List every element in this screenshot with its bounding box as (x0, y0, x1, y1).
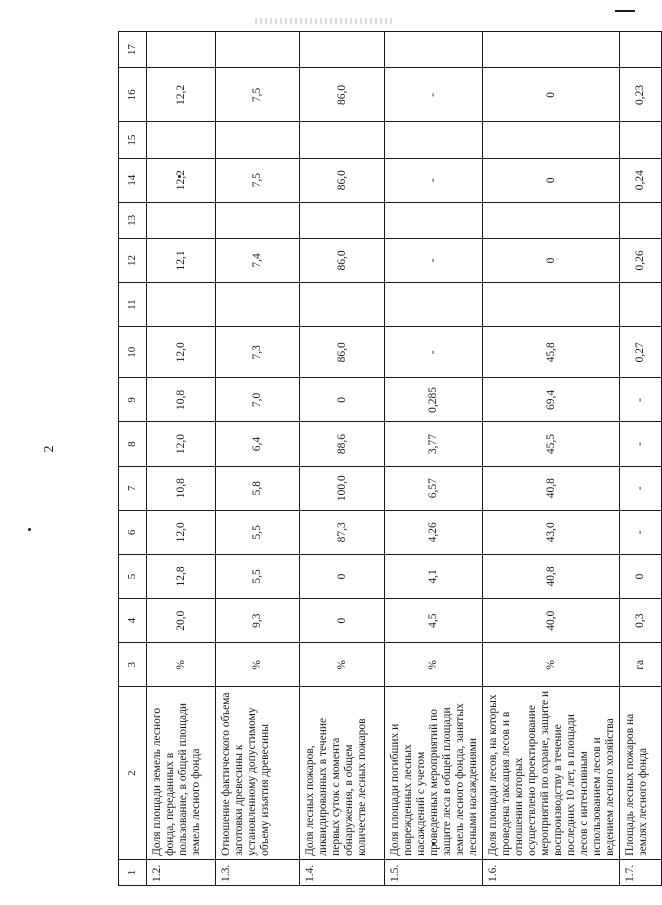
value-cell (300, 32, 385, 68)
table-row (216, 32, 300, 886)
value-cell: 86,0 (300, 238, 385, 282)
value-cell: 69,4 (483, 378, 620, 422)
value-cell: - (385, 68, 483, 122)
table-row (620, 32, 662, 886)
value-cell (385, 32, 483, 68)
value-cell (147, 283, 216, 327)
value-cell: 7,0 (216, 378, 300, 422)
value-cell (147, 122, 216, 158)
indicators-table (118, 31, 662, 886)
value-cell: 20,0 (147, 599, 216, 643)
value-cell: - (385, 327, 483, 378)
value-cell: 0 (620, 554, 662, 598)
value-cell (300, 283, 385, 327)
column-number-cell: 6 (119, 510, 147, 554)
value-cell (620, 122, 662, 158)
value-cell: 5,5 (216, 510, 300, 554)
value-cell (483, 122, 620, 158)
column-number-cell: 7 (119, 466, 147, 510)
value-cell: 4,26 (385, 510, 483, 554)
column-number-row (119, 32, 147, 886)
column-number-cell: 9 (119, 378, 147, 422)
column-number-cell: 1 (119, 859, 147, 885)
column-number-cell: 8 (119, 422, 147, 466)
value-cell: 0 (300, 378, 385, 422)
value-cell: 86,0 (300, 327, 385, 378)
column-number-cell: 5 (119, 554, 147, 598)
value-cell: 40,8 (483, 466, 620, 510)
column-number-cell: 14 (119, 158, 147, 202)
value-cell: 0 (300, 554, 385, 598)
column-number-cell: 12 (119, 238, 147, 282)
value-cell (620, 283, 662, 327)
value-cell: 0,26 (620, 238, 662, 282)
indicator-name-cell: Доля площади погибших и поврежденных лесных насаждений с учетом проведенных мероприятий по защите леса в общей площади земель лесного фонда, занятых лесными насаждениями (385, 687, 483, 860)
value-cell: - (620, 466, 662, 510)
value-cell: 0 (483, 68, 620, 122)
value-cell: 0,24 (620, 158, 662, 202)
row-index-cell: 1.3. (216, 859, 300, 885)
value-cell: 12,0 (147, 422, 216, 466)
value-cell (147, 32, 216, 68)
value-cell: 10,8 (147, 466, 216, 510)
value-cell: 87,3 (300, 510, 385, 554)
value-cell: - (620, 510, 662, 554)
value-cell: 45,8 (483, 327, 620, 378)
value-cell (216, 202, 300, 238)
value-cell (620, 32, 662, 68)
value-cell (483, 202, 620, 238)
row-index-cell: 1.4. (300, 859, 385, 885)
value-cell (620, 202, 662, 238)
value-cell: 12,0 (147, 510, 216, 554)
unit-cell: га (620, 643, 662, 687)
value-cell (385, 283, 483, 327)
value-cell: 40,8 (483, 554, 620, 598)
column-number-cell: 10 (119, 327, 147, 378)
table-row (300, 32, 385, 886)
value-cell: 12,0 (147, 327, 216, 378)
value-cell: 12,2 (147, 158, 216, 202)
value-cell: 5,8 (216, 466, 300, 510)
indicator-name-cell: Площадь лесных пожаров на землях лесного фонда (620, 687, 662, 860)
column-number-cell: 16 (119, 68, 147, 122)
row-index-cell: 1.5. (385, 859, 483, 885)
value-cell: 6,57 (385, 466, 483, 510)
value-cell: - (385, 238, 483, 282)
value-cell: 3,77 (385, 422, 483, 466)
value-cell: 45,5 (483, 422, 620, 466)
value-cell (300, 202, 385, 238)
value-cell: 0 (300, 599, 385, 643)
value-cell: 9,3 (216, 599, 300, 643)
unit-cell: % (385, 643, 483, 687)
unit-cell: % (216, 643, 300, 687)
value-cell: 43,0 (483, 510, 620, 554)
column-number-cell: 2 (119, 687, 147, 860)
value-cell: - (620, 422, 662, 466)
value-cell: 12,1 (147, 238, 216, 282)
value-cell: 0,3 (620, 599, 662, 643)
value-cell: 88,6 (300, 422, 385, 466)
table-row (385, 32, 483, 886)
scan-noise (255, 18, 395, 24)
value-cell: 7,5 (216, 68, 300, 122)
value-cell (483, 283, 620, 327)
column-number-cell: 17 (119, 32, 147, 68)
unit-cell: % (483, 643, 620, 687)
value-cell: 40,0 (483, 599, 620, 643)
value-cell: 86,0 (300, 68, 385, 122)
column-number-cell: 13 (119, 202, 147, 238)
value-cell: 100,0 (300, 466, 385, 510)
value-cell: 0,285 (385, 378, 483, 422)
value-cell: 0 (483, 238, 620, 282)
row-index-cell: 1.2. (147, 859, 216, 885)
rotated-table-container (118, 31, 649, 886)
row-index-cell: 1.7. (620, 859, 662, 885)
value-cell: 5,5 (216, 554, 300, 598)
column-number-cell: 4 (119, 599, 147, 643)
indicator-name-cell: Доля площади земель лесного фонда, переданных в пользование, в общей площади земель лесного фонда (147, 687, 216, 860)
value-cell: 10,8 (147, 378, 216, 422)
unit-cell: % (300, 643, 385, 687)
value-cell (216, 122, 300, 158)
value-cell (216, 283, 300, 327)
value-cell (483, 32, 620, 68)
value-cell: 4,1 (385, 554, 483, 598)
column-number-cell: 15 (119, 122, 147, 158)
value-cell: - (385, 158, 483, 202)
edge-mark (615, 10, 635, 12)
value-cell: 0 (483, 158, 620, 202)
indicator-name-cell: Отношение фактического объема заготовки древесины к установленному допустимому объему изъятия древесины (216, 687, 300, 860)
table-row (147, 32, 216, 886)
page-number: 2 (42, 445, 57, 453)
value-cell (385, 122, 483, 158)
value-cell: 0,27 (620, 327, 662, 378)
value-cell (385, 202, 483, 238)
indicator-name-cell: Доля площади лесов, на которых проведена таксация лесов и в отношении которых осуществлено проектирование мероприятий по охране, защите и воспроизводству в течение последних 10 лет, в площади лесов с интенсивным использованием лесов и ведением лесного хозяйства (483, 687, 620, 860)
value-cell: 86,0 (300, 158, 385, 202)
value-cell: 4,5 (385, 599, 483, 643)
indicator-name-cell: Доля лесных пожаров, ликвидированных в течение первых суток с момента обнаружения, в общем количестве лесных пожаров (300, 687, 385, 860)
value-cell: 7,5 (216, 158, 300, 202)
value-cell (300, 122, 385, 158)
value-cell: - (620, 378, 662, 422)
value-cell: 0,23 (620, 68, 662, 122)
value-cell (216, 32, 300, 68)
value-cell: 12,8 (147, 554, 216, 598)
value-cell (147, 202, 216, 238)
table-row (483, 32, 620, 886)
value-cell: 6,4 (216, 422, 300, 466)
scan-dot (28, 528, 31, 531)
column-number-cell: 11 (119, 283, 147, 327)
value-cell: 12,2 (147, 68, 216, 122)
value-cell: 7,4 (216, 238, 300, 282)
column-number-cell: 3 (119, 643, 147, 687)
unit-cell: % (147, 643, 216, 687)
value-cell: 7,3 (216, 327, 300, 378)
row-index-cell: 1.6. (483, 859, 620, 885)
